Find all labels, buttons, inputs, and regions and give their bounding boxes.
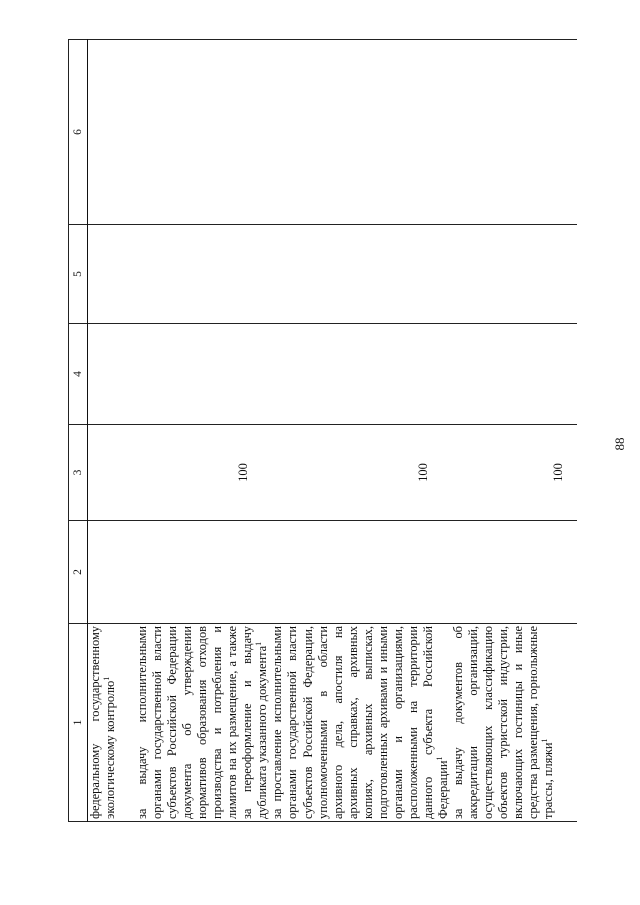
footnote-mark: 1 bbox=[540, 738, 550, 743]
column-header-3: 3 bbox=[69, 425, 88, 521]
cell-col2 bbox=[135, 521, 270, 624]
table-row bbox=[88, 40, 136, 822]
cell-col5 bbox=[270, 225, 451, 324]
cell-col5 bbox=[135, 225, 270, 324]
row-description bbox=[451, 624, 577, 822]
cell-col4 bbox=[88, 324, 136, 425]
page-number: 88 bbox=[612, 437, 627, 451]
cell-col4 bbox=[270, 324, 451, 425]
table-row bbox=[451, 40, 577, 822]
footnote-mark: 1 bbox=[434, 756, 444, 761]
row-description bbox=[135, 624, 270, 822]
cell-col4 bbox=[135, 324, 270, 425]
column-number-row bbox=[69, 40, 88, 822]
cell-col6 bbox=[270, 40, 451, 225]
row-text: за выдачу исполнительными органами государственной власти субъектов Российской Федерации документа об утверждении нормативов образования отходов производства и потребления и лимитов на их размещение, а также за переоформление и выдачу дубликата указанного документа bbox=[135, 626, 270, 819]
footnote-mark: 1 bbox=[254, 641, 264, 646]
amount-value: 100 bbox=[236, 463, 250, 482]
amount-value: 100 bbox=[550, 463, 565, 482]
column-header-5: 5 bbox=[69, 225, 88, 324]
column-header-2: 2 bbox=[69, 521, 88, 624]
cell-col6 bbox=[88, 40, 136, 225]
cell-col5 bbox=[88, 225, 136, 324]
row-text: за проставление исполнительными органами государственной власти субъектов Российской Федерации, уполномоченными в области архивного дела, апостиля на архивных справках, архивных копиях, архивных выписках, подготовленных архивами и иными органами и организациями, расположенными на территории данного субъекта Российской Федерации bbox=[270, 626, 450, 819]
cell-col3 bbox=[451, 425, 577, 521]
cell-col3 bbox=[88, 425, 136, 521]
column-header-4: 4 bbox=[69, 324, 88, 425]
row-description bbox=[270, 624, 451, 822]
cell-col2 bbox=[88, 521, 136, 624]
row-text: за выдачу документов об аккредитации организаций, осуществляющих классификацию объектов туристской индустрии, включающих гостиницы и иные средства размещения, горнолыжные трассы, пляжи bbox=[450, 626, 556, 819]
row-text: федеральному государственному экологическому контролю bbox=[88, 626, 118, 819]
table-row bbox=[135, 40, 270, 822]
cell-col6 bbox=[451, 40, 577, 225]
column-header-1: 1 bbox=[69, 624, 88, 822]
row-description bbox=[88, 624, 136, 822]
amount-value: 100 bbox=[416, 463, 431, 482]
cell-col2 bbox=[451, 521, 577, 624]
column-header-6: 6 bbox=[69, 40, 88, 225]
table-row bbox=[270, 40, 451, 822]
cell-col3 bbox=[135, 425, 270, 521]
cell-col4 bbox=[451, 324, 577, 425]
tariff-table-sheet bbox=[68, 40, 565, 822]
cell-col5 bbox=[451, 225, 577, 324]
cell-col3 bbox=[270, 425, 451, 521]
cell-col6 bbox=[135, 40, 270, 225]
footnote-mark: 1 bbox=[101, 676, 111, 681]
tariff-table bbox=[68, 39, 577, 822]
cell-col2 bbox=[270, 521, 451, 624]
